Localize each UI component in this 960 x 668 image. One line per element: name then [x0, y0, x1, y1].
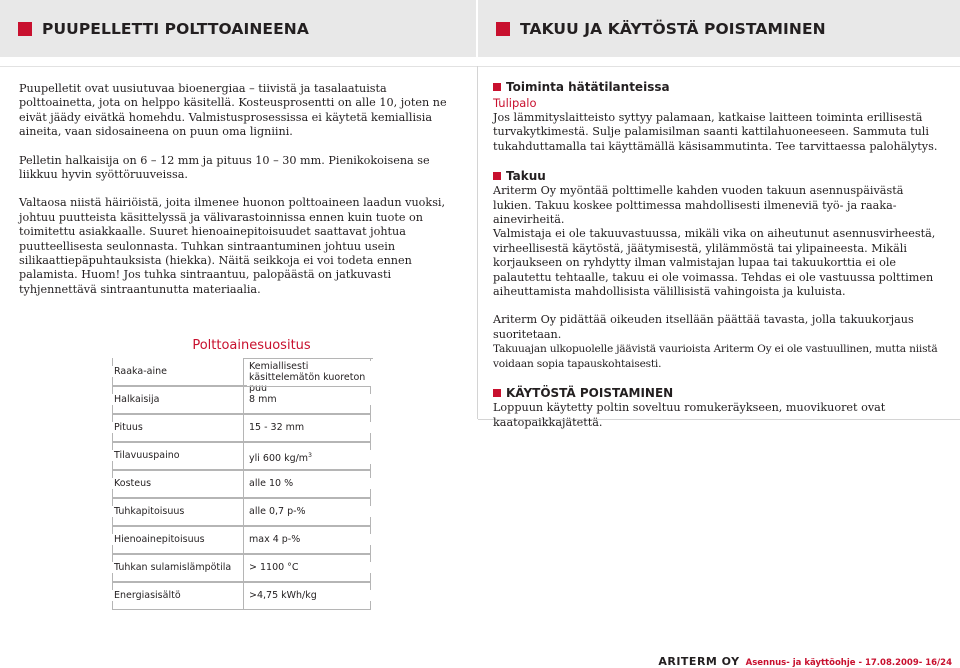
table-value	[247, 506, 371, 517]
table-key: Kosteus	[114, 478, 152, 489]
footer-brand: ARITERM OY	[658, 655, 740, 668]
table-value-text: > 1100 °C	[249, 562, 299, 573]
table-cell-divider	[243, 414, 244, 442]
warranty-text-2: Valmistaja ei ole takuuvastuussa, mikäli vika on aiheutunut asennusvirheestä, virheellisestä käytöstä, jäätymisestä, ylilämmöstä tai ylipaineesta. Mikäli korjaukseen on ryhdytty ilman valmistajan lupaa tai takuukorttia ei ole palautettu tehtaalle, takuu ei ole voimassa. Tehdas ei ole vastuussa polttimen aiheuttamista mahdollisista välillisistä vahingoista ja kuluista.	[493, 227, 936, 299]
paragraph-dimensions: Pelletin halkaisija on 6 – 12 mm ja pituus 10 – 30 mm. Pienikokoisena se liikkuu hyvin syöttöruuveissa.	[19, 153, 430, 182]
table-value-text: yli 600 kg/m	[249, 453, 309, 465]
warranty-text-1: Ariterm Oy myöntää polttimelle kahden vuoden takuun asennuspäivästä lukien. Takuu koskee polttimessa mahdollisesti ilmeneviä työ- ja raaka-ainevirheitä.	[493, 184, 904, 227]
disposal-text: Loppuun käytetty poltin soveltuu romukeräykseen, muovikuoret ovat kaatopaikkajätettä.	[493, 401, 886, 429]
table-key: Energiasisältö	[114, 590, 181, 601]
table-value	[247, 534, 371, 545]
left-section-title: PUUPELLETTI POLTTOAINEENA	[42, 19, 309, 38]
emergency-heading	[493, 79, 943, 95]
table-key: Hienoainepitoisuus	[114, 534, 205, 545]
warranty-text-4: Takuuajan ulkopuolelle jäävistä vaurioista Ariterm Oy ei ole vastuullinen, mutta niistä voidaan sopia tapauskohtaisesti.	[493, 343, 938, 370]
fire-text: Jos lämmityslaitteisto syttyy palamaan, katkaise laitteen toiminta erillisestä turvakytkimestä. Sulje palamisilman saanti kattilahuoneeseen. Sammuta tuli tukahduttamalla tai käyttämällä käsisammutinta. Tee tarvittaessa palohälytys.	[493, 111, 938, 153]
right-section-header	[478, 0, 960, 57]
paragraph-intro: Puupelletit ovat uusiutuvaa bioenergiaa – tiivistä ja tasalaatuista polttoainetta, jota on helppo käsitellä. Kosteusprosentti on alle 10, joten ne eivät jäädy eivätkä homehdu. Valmistusprosessissa ei käytetä kemiallisia aineita, vaan sidosaineena on puun oma ligniini.	[19, 82, 447, 139]
table-cell-divider	[243, 554, 244, 582]
table-value-text: Kemiallisesti käsittelemätön kuoreton puu	[249, 361, 366, 394]
warranty-heading-text: Takuu	[506, 169, 546, 184]
table-key: Pituus	[114, 422, 143, 433]
table-value-text: 15 - 32 mm	[249, 422, 305, 433]
table-cell-divider	[243, 582, 244, 610]
table-cell-divider	[243, 498, 244, 526]
table-value	[247, 422, 371, 433]
table-value	[247, 394, 371, 405]
disposal-heading-text: KÄYTÖSTÄ POISTAMINEN	[506, 386, 674, 401]
table-value-text: >4,75 kWh/kg	[249, 590, 317, 601]
table-key: Halkaisija	[114, 394, 160, 405]
table-cell-divider	[243, 442, 244, 470]
red-square-icon	[496, 22, 510, 36]
footer-reference: Asennus- ja käyttöohje - 17.08.2009- 16/24	[745, 658, 952, 668]
red-square-icon	[493, 389, 501, 397]
emergency-heading-text: Toiminta hätätilanteissa	[506, 80, 670, 94]
table-key: Raaka-aine	[114, 366, 167, 377]
warranty-heading	[493, 168, 943, 184]
table-value-superscript: 3	[308, 452, 312, 459]
paragraph-quality: Valtaosa niistä häiriöistä, joita ilmenee huonon polttoaineen laadun vuoksi, johtuu puutteista käsittelyssä ja välivarastoinnissa ennen kuin tuote on toimitettu asiakkaalle. Suuret hienoainepitoisuudet saattavat johtua puutteellisesta seulonnasta. Tuhkan sintraantuminen johtuu usein silikaattiepäpuhtauksista (hiekka). Näitä seikkoja ei voi todeta ennen palamista. Huom! Jos tuhka sintraantuu, palopäästä on jatkuvasti tyhjennettävä sintraantunutta materiaalia.	[19, 196, 446, 296]
table-cell-divider	[243, 526, 244, 554]
left-section-header	[0, 0, 476, 57]
column-divider	[477, 66, 478, 419]
page-footer	[658, 655, 952, 668]
table-key: Tuhkan sulamislämpötila	[114, 562, 232, 573]
warranty-text-3: Ariterm Oy pidättää oikeuden itsellään päättää tavasta, jolla takuukorjaus suoritetaan.	[493, 313, 914, 341]
fire-subheading: Tulipalo	[493, 96, 537, 110]
table-title: Polttoainesuositus	[192, 338, 311, 353]
right-column	[493, 79, 943, 430]
table-value	[247, 450, 371, 464]
top-divider	[0, 66, 960, 67]
table-value	[247, 478, 371, 489]
red-square-icon	[18, 22, 32, 36]
right-section-title: TAKUU JA KÄYTÖSTÄ POISTAMINEN	[520, 19, 826, 38]
table-value	[247, 590, 371, 601]
table-value	[247, 562, 371, 573]
table-cell-divider	[243, 470, 244, 498]
table-cell-divider	[243, 358, 244, 386]
red-square-icon	[493, 172, 501, 180]
red-square-icon	[493, 83, 501, 91]
table-key: Tilavuuspaino	[114, 450, 180, 461]
table-cell-divider	[243, 386, 244, 414]
table-key: Tuhkapitoisuus	[114, 506, 185, 517]
table-value-text: alle 0,7 p-%	[249, 506, 306, 517]
table-value-text: 8 mm	[249, 394, 277, 405]
disposal-heading	[493, 385, 943, 401]
table-value-text: max 4 p-%	[249, 534, 301, 545]
left-column	[19, 82, 459, 311]
table-value-text: alle 10 %	[249, 478, 294, 489]
